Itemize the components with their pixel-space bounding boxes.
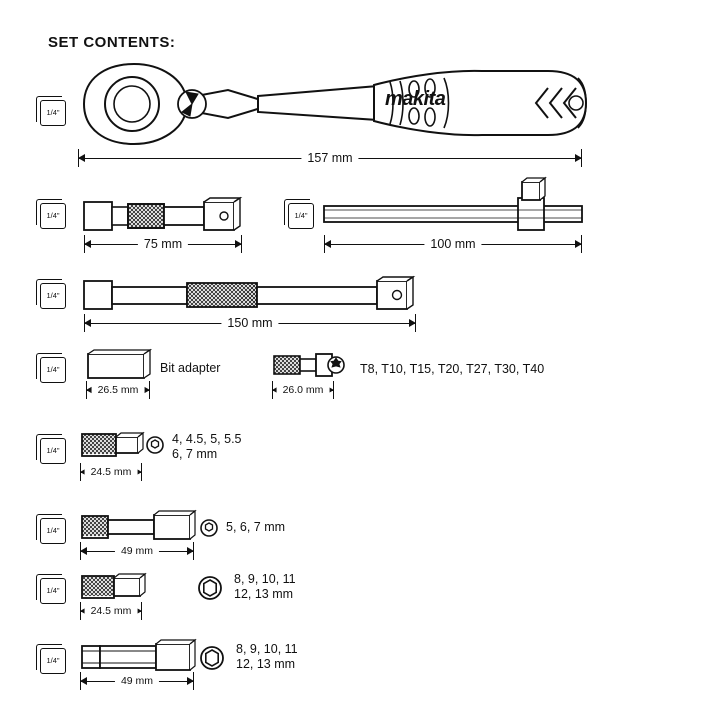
drive-badge-sockets-deep: 1/4" <box>40 648 66 674</box>
torx-bits-label: T8, T10, T15, T20, T27, T30, T40 <box>360 362 545 376</box>
extension-bar-75mm-illustration <box>82 196 262 236</box>
sliding-t-bar-illustration <box>322 180 592 236</box>
bit-adapter-label: Bit adapter <box>160 361 221 375</box>
hex-socket-short-illustration <box>80 428 146 462</box>
hex-opening-icon <box>144 434 166 456</box>
hex-socket-opening-icon <box>196 574 224 602</box>
dimension-sockets-deep: 49 mm <box>80 671 194 691</box>
dimension-bit-adapter: 26.5 mm <box>86 380 150 400</box>
hex-opening-icon-deep <box>198 517 220 539</box>
dimension-extension-75: 75 mm <box>84 234 242 254</box>
drive-badge-ratchet <box>40 100 66 126</box>
deep-hex-socket-illustration <box>80 510 202 544</box>
drive-badge-spinner-100: 1/4" <box>288 203 314 229</box>
socket-short-illustration <box>80 570 150 604</box>
dimension-hex-sockets-short: 24.5 mm <box>80 462 142 482</box>
deep-socket-illustration <box>80 640 202 674</box>
sockets-short-label: 8, 9, 10, 11 12, 13 mm <box>234 572 296 601</box>
bit-adapter-illustration <box>86 350 152 382</box>
dimension-ratchet: 157 mm <box>78 148 582 168</box>
dimension-extension-150: 150 mm <box>84 313 416 333</box>
extension-bar-150mm-illustration <box>82 275 432 317</box>
drive-badge-sockets-short: 1/4" <box>40 578 66 604</box>
drive-badge-extension-150: 1/4" <box>40 283 66 309</box>
makita-brand-text: makita <box>385 88 446 110</box>
sockets-deep-label: 8, 9, 10, 11 12, 13 mm <box>236 642 298 671</box>
drive-badge-hex-sockets-deep: 1/4" <box>40 518 66 544</box>
hex-sockets-short-label: 4, 4.5, 5, 5.5 6, 7 mm <box>172 432 242 461</box>
drive-badge-hex-sockets-short: 1/4" <box>40 438 66 464</box>
ratchet-illustration <box>78 58 590 150</box>
hex-sockets-deep-label: 5, 6, 7 mm <box>226 520 286 534</box>
drive-badge-label: 1/4" <box>46 108 60 118</box>
dimension-sockets-short: 24.5 mm <box>80 601 142 621</box>
drive-badge-bit-adapter: 1/4" <box>40 357 66 383</box>
torx-bit-illustration <box>272 348 344 382</box>
drive-badge-extension-75: 1/4" <box>40 203 66 229</box>
dimension-torx-bits: 26.0 mm <box>272 380 334 400</box>
dimension-spinner-100: 100 mm <box>324 234 582 254</box>
hex-socket-opening-icon-deep <box>198 644 226 672</box>
page-title: SET CONTENTS: <box>48 34 176 51</box>
dimension-hex-sockets-deep: 49 mm <box>80 541 194 561</box>
